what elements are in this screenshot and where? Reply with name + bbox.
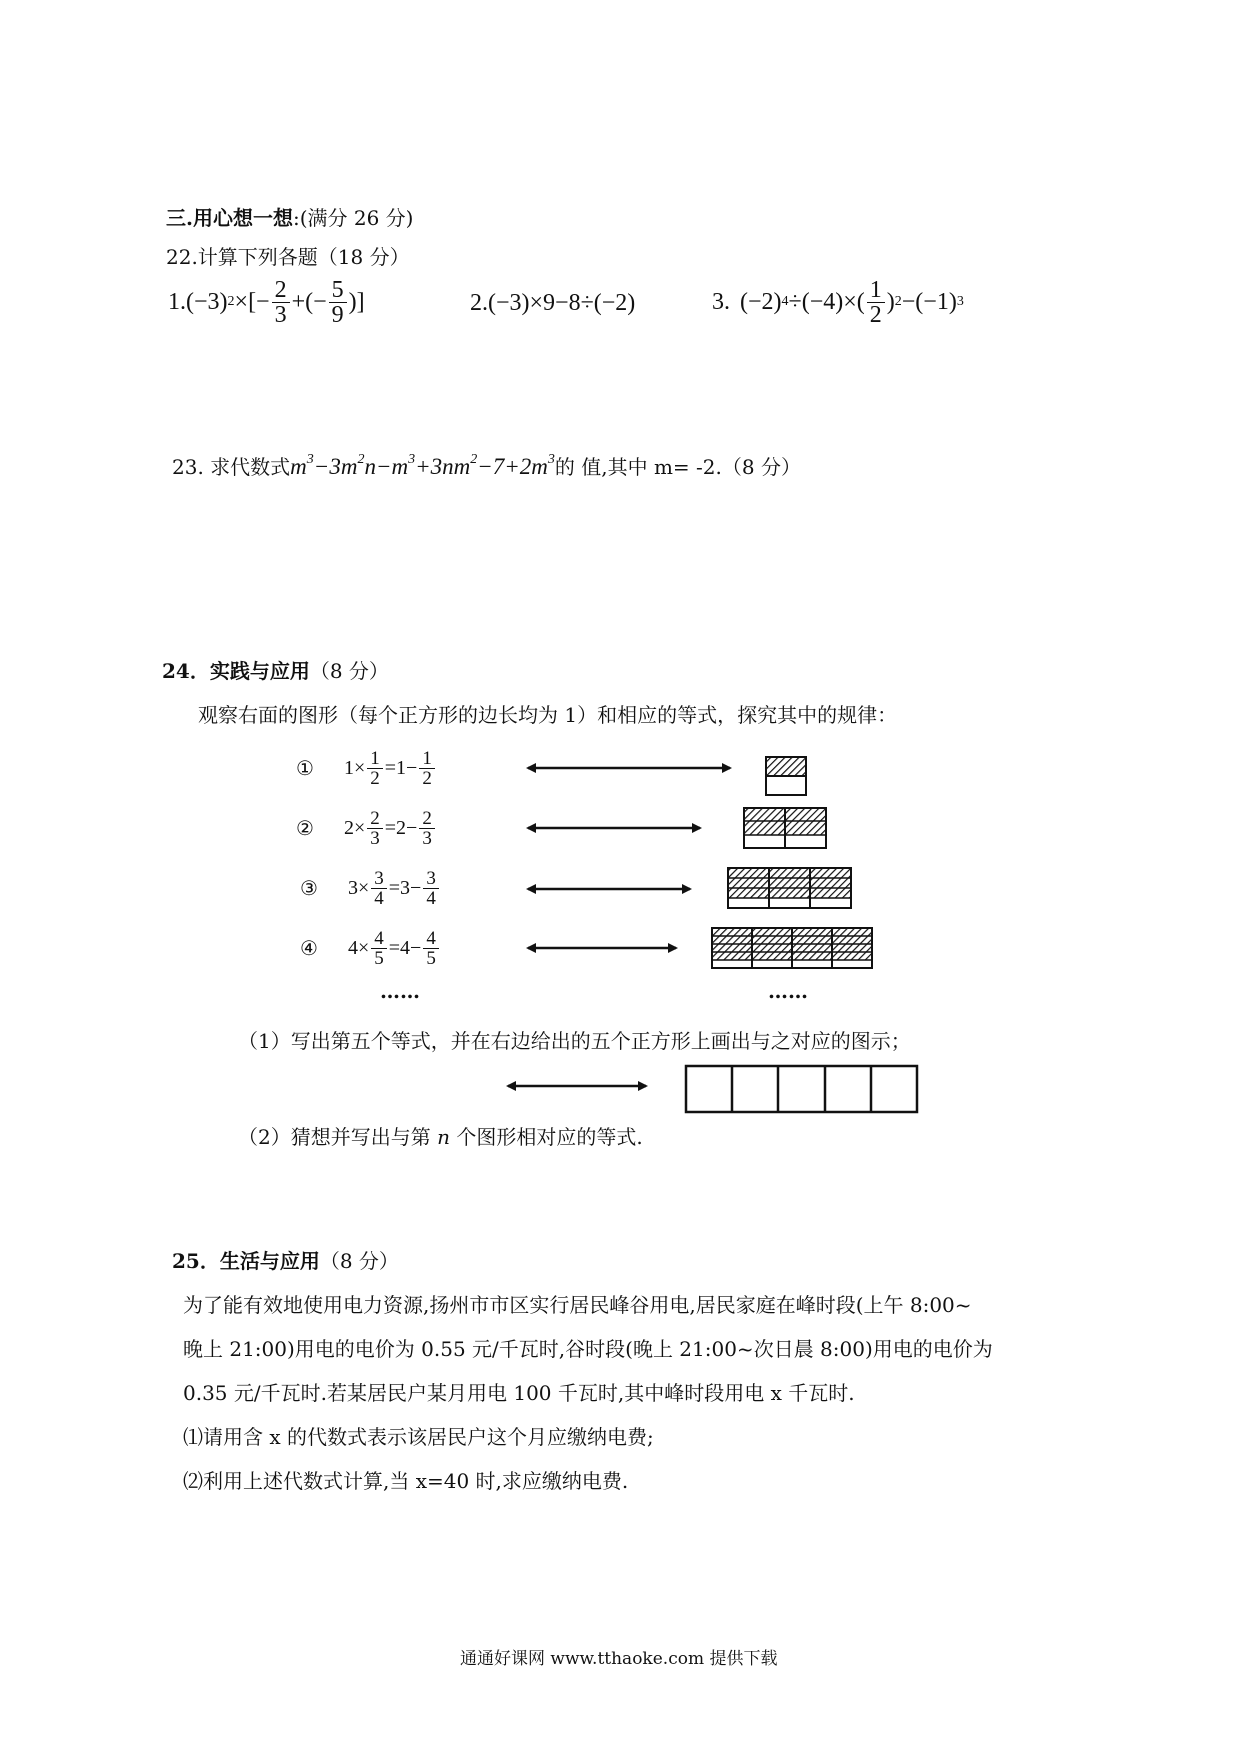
fraction-denominator: 4 — [374, 887, 384, 909]
q22-p3-d: −(−1) — [901, 288, 957, 315]
q23-term-2b: n−m — [364, 454, 409, 479]
q23-term-1: m — [290, 454, 307, 479]
q25-line-3: 0.35 元/千瓦时.若某居民户某月用电 100 千瓦时,其中峰时段用电 x 千瓦时. — [183, 1381, 855, 1405]
fraction-denominator: 4 — [426, 887, 436, 909]
q22-problem-1: 1. (−3) 2 ×[− $\frac{2}{3}$ +(− $\frac{5}{9}$ )] — [168, 276, 365, 328]
q23-term-2-exp: 2 — [357, 452, 365, 467]
fraction-numerator: 3 — [423, 869, 439, 889]
q25-title-score: （8 分） — [319, 1249, 399, 1273]
q23-suffix: 的 值,其中 m= -2.（8 分） — [554, 455, 801, 479]
q22-p1-mid: ×[− — [234, 288, 270, 315]
equation-coefficient: 1 — [344, 756, 354, 779]
q24-sub2-variable: n — [437, 1125, 450, 1149]
fraction-denominator: 2 — [869, 301, 882, 328]
fraction-numerator: 5 — [329, 278, 347, 303]
times-sign: × — [358, 936, 370, 959]
fraction-numerator: 1 — [367, 749, 383, 769]
q22-p3-b: ÷(−4)×( — [788, 288, 865, 315]
fraction-numerator: 1 — [867, 278, 885, 303]
q24-subquestion-2 — [238, 1124, 643, 1150]
q25-line-2: 晚上 21:00)用电的电价为 0.55 元/千瓦时,谷时段(晚上 21:00~次日晨 8:00)用电的电价为 — [183, 1337, 993, 1361]
square-strip-3 — [728, 868, 851, 908]
fraction-numerator: 4 — [423, 929, 439, 949]
fraction-denominator: 3 — [422, 827, 432, 849]
q23-term-3: +3nm — [415, 454, 471, 479]
q23-term-2: −3m — [313, 454, 358, 479]
q23-prefix: 23. 求代数式 — [172, 455, 291, 479]
circled-number-marker: ① — [296, 757, 314, 780]
q24-title-score: （8 分） — [309, 659, 389, 683]
q25-title-bold: 25．生活与应用 — [172, 1249, 320, 1273]
equation-rhs: =3− — [388, 876, 422, 899]
section-heading-bold: 三.用心想一想 — [166, 206, 293, 230]
section-heading-score: :(满分 26 分) — [292, 206, 414, 230]
equation-coefficient: 2 — [344, 816, 354, 839]
q22-p3-c: ) — [886, 288, 895, 315]
q22-p3-a: (−2) — [740, 288, 782, 315]
fraction-denominator: 2 — [422, 767, 432, 789]
square-strip-2 — [744, 808, 826, 848]
fraction-denominator: 2 — [370, 767, 380, 789]
q22-problem-2: 2.(−3)×9−8÷(−2) — [470, 290, 636, 316]
fraction-numerator: 4 — [371, 929, 387, 949]
page-footer: 通通好课网 www.tthaoke.com 提供下载 — [460, 1649, 778, 1669]
equation-coefficient: 3 — [348, 876, 358, 899]
q22-title: 22.计算下列各题（18 分） — [166, 245, 410, 269]
q23-term-2b-exp: 3 — [408, 452, 416, 467]
q23-term-3-exp: 2 — [470, 452, 478, 467]
equation-rhs: =1− — [384, 756, 418, 779]
q22-p1-plus: +(− — [291, 288, 327, 315]
q23-term-4-exp: 3 — [547, 452, 555, 467]
times-sign: × — [354, 816, 366, 839]
q22-p3-label: 3. — [712, 288, 730, 315]
ellipsis-right: …… — [768, 979, 808, 1003]
empty-square-strip-5 — [686, 1066, 917, 1112]
fraction-numerator: 3 — [371, 869, 387, 889]
circled-number-marker: ② — [296, 817, 314, 840]
q22-p1-lead: (−3) — [186, 288, 228, 315]
fraction-numerator: 2 — [419, 809, 435, 829]
circled-number-marker: ④ — [300, 937, 318, 960]
square-strip-4 — [712, 928, 872, 968]
fraction-numerator: 1 — [419, 749, 435, 769]
circled-number-marker: ③ — [300, 877, 318, 900]
equation-rhs: =2− — [384, 816, 418, 839]
q25-subquestion-2: ⑵利用上述代数式计算,当 x=40 时,求应缴纳电费. — [183, 1469, 629, 1493]
times-sign: × — [358, 876, 370, 899]
fraction-denominator: 5 — [426, 947, 436, 969]
q25-line-1: 为了能有效地使用电力资源,扬州市市区实行居民峰谷用电,居民家庭在峰时段(上午 8:00~ — [183, 1293, 972, 1317]
q22-problem-3: 3. (−2) 4 ÷(−4)×( $\frac{1}{2}$ ) 2 −(−1) 3 — [712, 276, 964, 328]
fraction-denominator: 3 — [274, 301, 287, 328]
fraction-denominator: 3 — [370, 827, 380, 849]
q22-p1-close: )] — [348, 288, 365, 315]
q23-term-1-exp: 3 — [306, 452, 314, 467]
q24-intro: 观察右面的图形（每个正方形的边长均为 1）和相应的等式，探究其中的规律： — [198, 703, 898, 727]
q22-p1-label: 1. — [168, 288, 186, 315]
equation-coefficient: 4 — [348, 936, 358, 959]
q24-title-bold: 24．实践与应用 — [162, 659, 310, 683]
square-strip-1 — [766, 757, 806, 795]
times-sign: × — [354, 756, 366, 779]
fraction-denominator: 5 — [374, 947, 384, 969]
q24-sub2-end: 个图形相对应的等式. — [449, 1125, 643, 1149]
fraction-numerator: 2 — [272, 278, 290, 303]
q24-sub2-start: （2）猜想并写出与第 — [238, 1125, 438, 1149]
ellipsis-left: …… — [380, 979, 420, 1003]
fraction-numerator: 2 — [367, 809, 383, 829]
fraction-denominator: 9 — [331, 301, 344, 328]
equation-rhs: =4− — [388, 936, 422, 959]
q23-term-4: −7+2m — [477, 454, 548, 479]
q25-subquestion-1: ⑴请用含 x 的代数式表示该居民户这个月应缴纳电费; — [183, 1425, 654, 1449]
q25-title — [172, 1248, 399, 1274]
q24-subquestion-1: （1）写出第五个等式，并在右边给出的五个正方形上画出与之对应的图示； — [238, 1029, 911, 1053]
